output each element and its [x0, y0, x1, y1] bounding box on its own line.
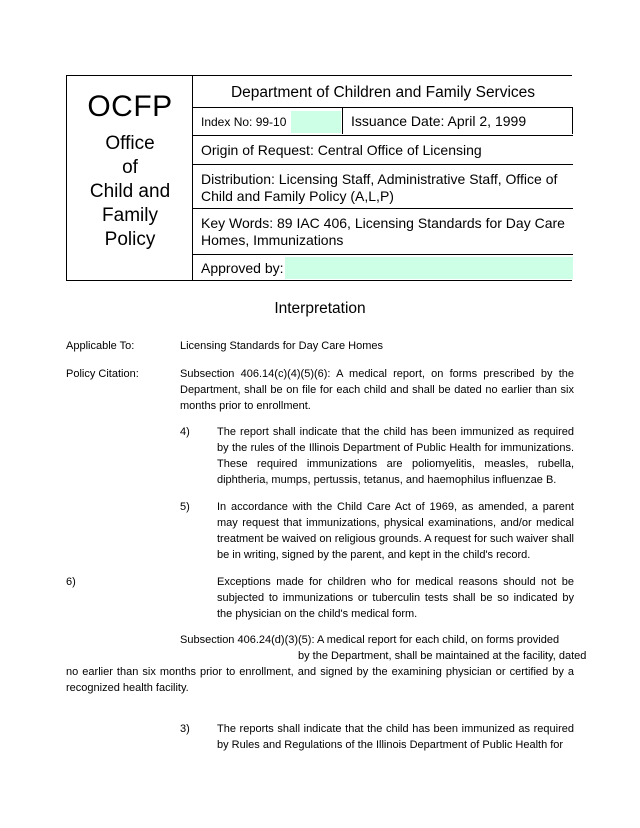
ocfp-logo-cell — [67, 76, 193, 280]
office-name — [67, 132, 193, 252]
citation-2-line1: Subsection 406.24(d)(3)(5): A medical report for each child, on forms provided — [180, 634, 560, 646]
item-number: 4) — [180, 426, 190, 438]
keywords-row: Key Words: 89 IAC 406, Licensing Standards for Day Care Homes, Immunizations — [193, 208, 573, 254]
item-text: The report shall indicate that the child has been immunized as required by the rules of the Illinois Department of Public Health for immunizations. These required immunizations are poliomyelitis, measles, rubella, diphtheria, mumps, pertussis, tetanus, and haemophilus influenzae B. — [217, 426, 574, 486]
item-text: Exceptions made for children who for medical reasons should not be subjected to immunizations or tuberculin tests shall be so indicated by the physician on the child's medical form. — [217, 576, 574, 620]
item-number: 3) — [180, 723, 190, 735]
issuance-date: Issuance Date: April 2, 1999 — [351, 113, 527, 129]
citation-2-rest: no earlier than six months prior to enrollment, and signed by the examining physician or certified by a recognized health facility. — [66, 666, 574, 694]
index-label: Index No: 99-10 — [201, 115, 287, 129]
index-field[interactable] — [291, 111, 341, 133]
office-line: of — [122, 157, 138, 178]
issuance-cell — [343, 108, 573, 134]
office-line: Family — [102, 205, 158, 226]
index-cell — [193, 108, 343, 134]
header-box — [66, 75, 572, 281]
distribution-row: Distribution: Licensing Staff, Administrative Staff, Office of Child and Family Policy (A,L,P) — [193, 164, 573, 208]
index-row — [193, 108, 573, 135]
policy-label: Policy Citation: — [66, 368, 139, 380]
citation-paragraph: Subsection 406.14(c)(4)(5)(6): A medical report, on forms prescribed by the Department, shall be on file for each child and shall be dated no earlier than six months prior to enrollment. — [180, 368, 574, 412]
origin-row: Origin of Request: Central Office of Licensing — [193, 135, 573, 163]
applicable-label: Applicable To: — [66, 340, 135, 352]
office-line: Child and — [89, 181, 171, 202]
applicable-value: Licensing Standards for Day Care Homes — [180, 340, 383, 352]
department-title: Department of Children and Family Services — [193, 76, 573, 108]
item-number: 5) — [180, 501, 190, 513]
item-text: The reports shall indicate that the child has been immunized as required by Rules and Regulations of the Illinois Department of Public Health for — [217, 723, 574, 751]
approved-row — [193, 254, 573, 280]
item-number: 6) — [66, 576, 76, 588]
office-line: Policy — [104, 229, 156, 250]
office-line: Office — [105, 133, 155, 154]
page-title: Interpretation — [274, 300, 366, 317]
approved-field[interactable] — [285, 257, 573, 279]
citation-2-line2: by the Department, shall be maintained at the facility, dated — [298, 650, 587, 662]
approved-label: Approved by: — [201, 260, 284, 276]
item-text: In accordance with the Child Care Act of 1969, as amended, a parent may request that immunizations, physical examinations, and/or medical treatment be waived on religious grounds. A request for such waiver shall be in writing, signed by the parent, and kept in the child's record. — [217, 501, 574, 561]
ocfp-logo: OCFP — [87, 90, 173, 123]
